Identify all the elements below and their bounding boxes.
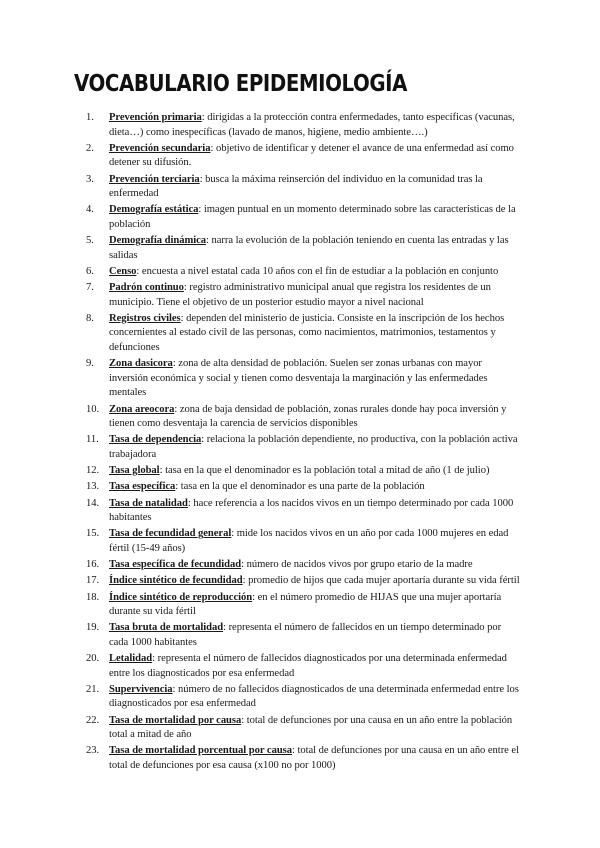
item-term: Supervivencia — [109, 683, 173, 695]
list-item — [0, 142, 600, 171]
item-number: 17. — [86, 575, 100, 587]
item-number: 21. — [86, 683, 100, 695]
item-term: Zona dasicora — [109, 358, 173, 370]
item-term: Demografía dinámica — [109, 235, 207, 247]
item-number: 11. — [86, 434, 99, 446]
item-term: Índice sintético de fecundidad — [109, 575, 243, 587]
item-number: 5. — [86, 235, 94, 247]
item-term: Índice sintético de reproducción — [109, 591, 253, 603]
item-definition: : zona de alta densidad de población. Suelen ser zonas urbanas con mayor inversión económica y social y tienen como desventaja la marginación y las enfermedades mentales — [109, 358, 488, 399]
item-term: Letalidad — [109, 653, 153, 665]
list-item — [0, 574, 600, 589]
list-item — [0, 281, 600, 310]
item-term: Demografía estática — [109, 204, 199, 216]
item-number: 4. — [86, 204, 94, 216]
item-number: 10. — [86, 403, 100, 415]
item-term: Tasa de mortalidad por causa — [109, 714, 242, 726]
item-definition: : hace referencia a los nacidos vivos en un tiempo determinado por cada 1000 habitantes — [109, 497, 514, 524]
list-item — [0, 714, 600, 743]
item-number: 20. — [86, 653, 100, 665]
item-number: 7. — [86, 282, 94, 294]
item-definition: : total de defunciones por una causa en un año entre la población total a mitad de año — [109, 714, 513, 741]
item-term: Tasa bruta de mortalidad — [109, 622, 224, 634]
item-definition: : número de no fallecidos diagnosticados de una determinada enfermedad entre los diagnosticados por esa enfermedad — [109, 683, 519, 710]
item-definition: : relaciona la población dependiente, no productiva, con la población activa trabajadora — [109, 434, 518, 460]
item-number: 14. — [86, 497, 100, 509]
item-term: Tasa específica de fecundidad — [109, 559, 242, 571]
list-item — [0, 234, 600, 263]
list-item — [0, 173, 600, 202]
item-term: Prevención primaria — [109, 112, 202, 123]
item-definition: : en el número promedio de HIJAS que una mujer aportaría durante su vida fértil — [109, 591, 502, 618]
item-term: Prevención terciaria — [109, 173, 200, 185]
item-number: 1. — [86, 112, 94, 123]
item-term: Tasa de natalidad — [109, 497, 188, 509]
list-item — [0, 357, 600, 401]
list-item — [0, 403, 600, 432]
item-term: Censo — [109, 265, 137, 277]
list-item — [0, 464, 600, 479]
list-item — [0, 558, 600, 573]
vocabulary-list — [0, 111, 600, 775]
list-item — [0, 203, 600, 232]
item-number: 9. — [86, 358, 94, 370]
item-definition: : mide los nacidos vivos en un año por cada 1000 mujeres en edad fértil (15-49 años) — [109, 528, 509, 554]
item-definition: : dirigidas a la protección contra enfermedades, tanto específicas (vacunas, dieta…) como inespecíficas (lavado de manos, higiene, medio ambiente….) — [109, 112, 515, 138]
item-definition: : encuesta a nivel estatal cada 10 años con el fin de estudiar a la población en conjunto — [136, 265, 499, 277]
list-item — [0, 111, 600, 140]
item-number: 18. — [86, 591, 100, 603]
item-term: Registros civiles — [109, 312, 181, 324]
item-number: 3. — [86, 173, 94, 185]
item-term: Tasa global — [109, 465, 160, 477]
item-term: Tasa de mortalidad porcentual por causa — [109, 745, 292, 757]
item-definition: : narra la evolución de la población teniendo en cuenta las entradas y las salidas — [109, 235, 509, 261]
item-definition: : total de defunciones por una causa en un año entre el total de defunciones por esa causa (x100 no por 1000) — [109, 745, 519, 771]
list-item — [0, 480, 600, 495]
list-item — [0, 265, 600, 280]
item-definition: : registro administrativo municipal anual que registra los residentes de un municipio. Tiene el objetivo de un posterior estudio mayor a nivel nacional — [109, 282, 491, 308]
list-item — [0, 652, 600, 681]
list-item — [0, 433, 600, 462]
list-item — [0, 497, 600, 526]
list-item — [0, 527, 600, 556]
document-title: VOCABULARIO EPIDEMIOLOGÍA — [74, 71, 407, 97]
item-term: Tasa de dependencia — [109, 434, 202, 446]
item-number: 23. — [86, 745, 100, 757]
item-number: 15. — [86, 528, 100, 540]
item-definition: : busca la máxima reinserción del individuo en la comunidad tras la enfermedad — [109, 173, 483, 200]
item-definition: : tasa en la que el denominador es una parte de la población — [175, 481, 425, 493]
item-definition: : dependen del ministerio de justicia. Consiste en la inscripción de los hechos concernientes al estado civil de las personas, como nacimientos, matrimonios, testamentos y defunciones — [109, 312, 505, 354]
item-definition: : representa el número de fallecidos en un tiempo determinado por cada 1000 habitantes — [109, 622, 502, 648]
item-number: 13. — [86, 481, 100, 493]
item-number: 19. — [86, 622, 100, 634]
item-term: Padrón continuo — [109, 282, 184, 294]
item-definition: : tasa en la que el denominador es la población total a mitad de año (1 de julio) — [159, 465, 490, 477]
item-term: Zona areocora — [109, 403, 175, 415]
item-definition: : número de nacidos vivos por grupo etario de la madre — [241, 559, 473, 571]
item-number: 8. — [86, 312, 94, 324]
item-definition: : representa el número de fallecidos diagnosticados por una determinada enfermedad entre los diagnosticados por esa enfermedad — [109, 653, 507, 679]
item-number: 22. — [86, 714, 100, 726]
list-item — [0, 591, 600, 620]
item-number: 16. — [86, 559, 100, 571]
list-item — [0, 312, 600, 356]
item-term: Tasa específica — [109, 481, 176, 493]
list-item — [0, 683, 600, 712]
item-number: 12. — [86, 465, 100, 477]
item-number: 6. — [86, 265, 94, 277]
item-definition: : zona de baja densidad de población, zonas rurales donde hay poca inversión y tienen como desventaja la carencia de servicios disponibles — [109, 403, 507, 430]
item-definition: : objetivo de identificar y detener el avance de una enfermedad así como detener su difusión. — [109, 142, 514, 169]
item-number: 2. — [86, 142, 94, 154]
list-item — [0, 744, 600, 773]
item-definition: : promedio de hijos que cada mujer aportaría durante su vida fértil — [242, 575, 520, 587]
item-term: Prevención secundaria — [109, 142, 211, 154]
item-definition: : imagen puntual en un momento determinado sobre las características de la población — [109, 204, 516, 230]
item-term: Tasa de fecundidad general — [109, 528, 232, 540]
list-item — [0, 621, 600, 650]
